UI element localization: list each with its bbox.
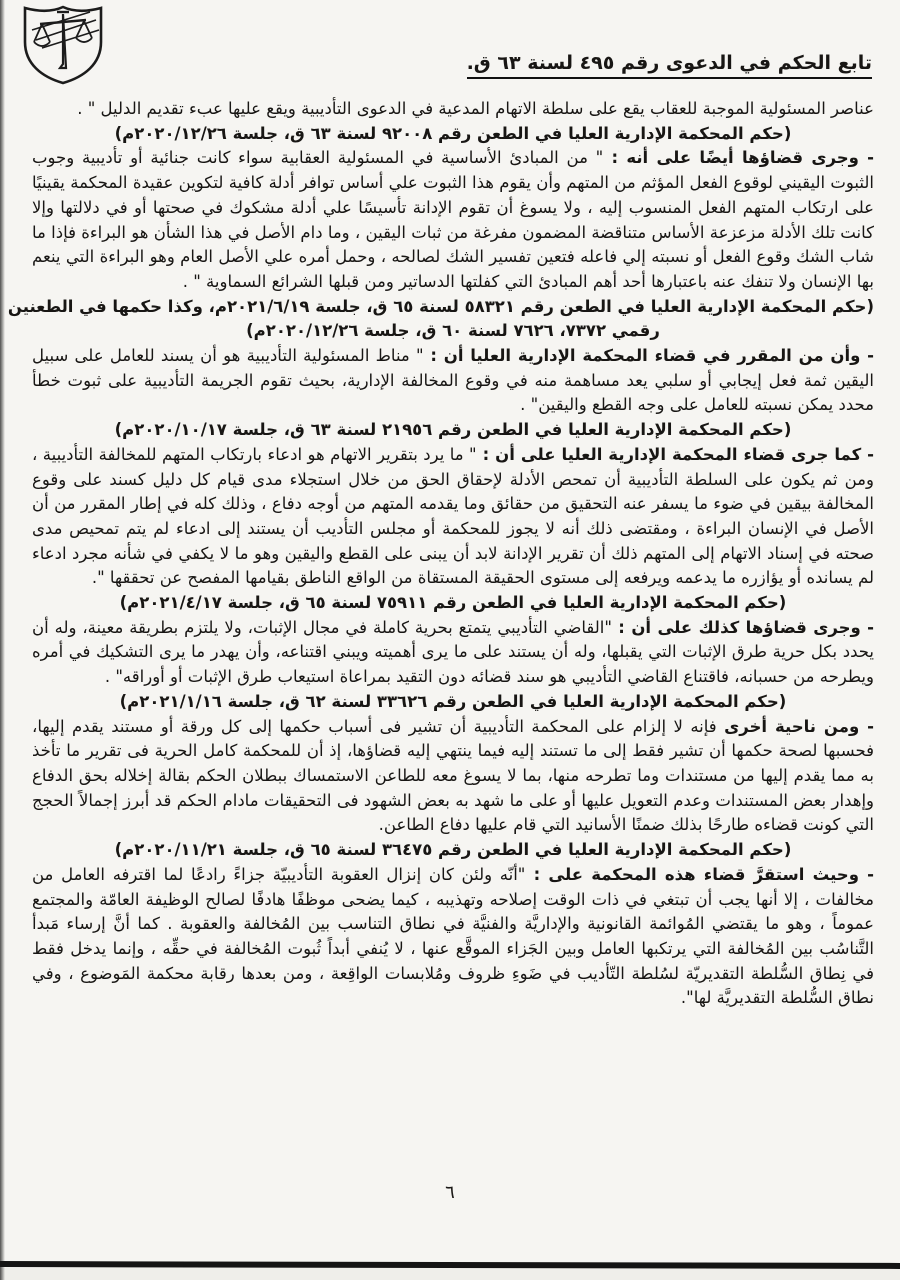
body-paragraph bbox=[32, 863, 874, 1011]
ruling-citation bbox=[32, 122, 874, 147]
ruling-citation bbox=[32, 838, 874, 863]
intro-paragraph bbox=[32, 97, 874, 122]
justice-scales-shield-logo-icon bbox=[20, 4, 106, 86]
paragraph-text: " مناط المسئولية التأديبية هو أن يسند للعامل على سبيل اليقين ثمة فعل إيجابي أو سلبي يعد مساهمة منه في وقوع المخالفة الإدارية، بحيث تقوم الجريمة التأديبية على ثبوت خطأ محدد يمكن نسبته للعامل على وجه القطع واليقين" . bbox=[32, 346, 874, 415]
paragraph-text: " من المبادئ الأساسية في المسئولية العقابية سواء كانت جنائية أو تأديبية وجوب الثبوت اليقيني لوقوع الفعل المؤثم من المتهم وأن يقوم هذا الثبوت علي أساس توافر أدلة كافية لتكوين عقيدة المحكمة يقينيًا على ارتكاب المتهم الفعل المنسوب إليه ، ولا يسوغ أن تقوم الإدانة تأسيسًا علي أدلة مشكوك في صحتها أو في دلالتها وإلا كانت تلك الأدلة مزعزعة الأساس متناقضة المضمون مفرغة من ثبات اليقين ، وما دام الأصل في هذا الشأن هو البراءة فإذا ما شاب الشك وقوع الفعل أو نسبته إلي فاعله فتعين تفسير الشك لصالحه ، وحمل أمره علي الأصل العام وهو البراءة التي ينعم بها الإنسان ولا تنفك عنه باعتبارها أحد أهم المبادئ التي كفلتها الدساتير ومن قبلها الشرائع السماوية " . bbox=[32, 148, 874, 291]
ruling-citation-line: (حكم المحكمة الإدارية العليا في الطعن رقم ٣٦٤٧٥ لسنة ٦٥ ق، جلسة ٢٠٢٠/١١/٢١م) bbox=[114, 840, 792, 860]
body-paragraph bbox=[32, 146, 874, 294]
ruling-citation-line: (حكم المحكمة الإدارية العليا في الطعن رقم ٥٨٣٢١ لسنة ٦٥ ق، جلسة ٢٠٢١/٦/١٩م، وكذا حكمها في الطعنين bbox=[7, 296, 874, 316]
scan-left-edge-shadow bbox=[0, 0, 5, 1280]
ruling-citation-line: (حكم المحكمة الإدارية العليا في الطعن رقم ٩٢٠٠٨ لسنة ٦٣ ق، جلسة ٢٠٢٠/١٢/٢٦م) bbox=[114, 123, 792, 143]
body-paragraph bbox=[32, 715, 874, 839]
ruling-citation-line: (حكم المحكمة الإدارية العليا في الطعن رقم ٢١٩٥٦ لسنة ٦٣ ق، جلسة ٢٠٢٠/١٠/١٧م) bbox=[114, 420, 792, 440]
ruling-citation bbox=[32, 690, 874, 715]
scan-bottom-paper-edge bbox=[0, 1268, 900, 1280]
ruling-citation-line: (حكم المحكمة الإدارية العليا في الطعن رقم ٣٣٦٢٦ لسنة ٦٢ ق، جلسة ٢٠٢١/١/١٦م) bbox=[119, 691, 787, 711]
ruling-citation-line: رقمي ٧٣٧٢، ٧٦٢٦ لسنة ٦٠ ق، جلسة ٢٠٢٠/١٢/٢٦م) bbox=[246, 321, 660, 341]
paragraph-lead: - وجرى قضاؤها أيضًا على أنه : bbox=[603, 148, 874, 168]
body-paragraph bbox=[32, 616, 874, 690]
page-number: ٦ bbox=[445, 1182, 455, 1203]
paragraph-lead: - وجرى قضاؤها كذلك على أن : bbox=[611, 617, 874, 637]
paragraph-text: " ما يرد بتقرير الاتهام هو ادعاء بارتكاب المتهم للمخالفة التأديبية ، ومن ثم يكون على السلطة التأديبية أن تمحص الأدلة لإحقاق الحق من خلال استجلاء مدى قيام كل دليل كسند على وقوع المخالفة بيقين في ضوء ما يسفر عنه التحقيق من حقائق وما يقدمه المتهم من أوجه دفاع ، وذلك كله في إطار المقرر من أن الأصل في الإنسان البراءة ، ومقتضى ذلك أنه لا يجوز للمحكمة أو مجلس التأديب أن يستند إلى ادعاء لم يتم تمحيص مدى صحته في إسناد الاتهام إلى المتهم ذلك أن تقرير الإدانة لابد أن يبنى على القطع واليقين وهو ما لا يكفي في شأنه مجرد ادعاء لم يسانده أو يؤازره ما يدعمه ويرفعه إلى مستوى الحقيقة المستقاة من الواقع الناطق بقيامها المفصح عن تحققها ". bbox=[32, 444, 874, 588]
paragraph-lead: - ومن ناحية أخرى bbox=[724, 716, 874, 736]
ruling-citation-line: (حكم المحكمة الإدارية العليا في الطعن رقم ٧٥٩١١ لسنة ٦٥ ق، جلسة ٢٠٢١/٤/١٧م) bbox=[119, 593, 787, 613]
ruling-citation bbox=[32, 418, 874, 443]
body-paragraph bbox=[32, 443, 874, 591]
ruling-citation bbox=[32, 591, 874, 616]
paragraph-text: "أنّه ولئن كان إنزال العقوبة التأديبيّة جزاءً رادعًا لما اقترفه العامل من مخالفات ، إلا أنها يجب أن تبتغي في ذات الوقت إصلاحه وتهذيبه ، كيما يضحى موظفًا هادفًا لصالح الوظيفة العامّة والمجتمع عموماً ، وهو ما يقتضي المُوائمة القانونية والإداريَّة والفنيَّة في نطاق التناسب بين المُخالفة والعقوبة . كما أنَّ إرساء مَبدأ التَّناسُب بين المُخالفة التي يرتكبها العامل وبين الجَزاء الموقَّع عنها ، لا يُنفي أبداً ثُبوت المُخالفة في حقِّه ، وإنما يدخل فقط في نِطاق السُّلطة التقديريّة لسُلطة التّأديب في ضَوءِ ظروف ومُلابسات الواقِعة ، ومن بعدها رقابة محكمة المَوضوع ، وفي نطاق السُّلطة التقديريَّة لها". bbox=[32, 864, 874, 1008]
paragraph-text: فإنه لا إلزام على المحكمة التأديبية أن تشير فى أسباب حكمها إلى كل ورقة أو مستند يقدم إليها، فحسبها لصحة حكمها أن تشير فقط إلى ما تستند إليه فيما ينتهي إليه قضاؤها، إذ أن للمحكمة كامل الحرية فى تقرير ما تأخذ به مما يقدم إليها من مستندات وما تطرحه منها، بما لا يسوغ معه للطاعن الاستمساك ببطلان الحكم بقالة إخلاله بحق الدفاع وإهدار بعض المستندات وعدم التعويل عليها أو على ما شهد به بعض الشهود فى التحقيقات مادام الحكم قد أبرز إجمالاً الحجج التي كونت قضاءه طارحًا بذلك ضمنًا الأسانيد التي قام عليها دفاع الطاعن. bbox=[32, 716, 874, 835]
page-title: تابع الحكم في الدعوى رقم ٤٩٥ لسنة ٦٣ ق. bbox=[467, 52, 872, 79]
body-paragraph bbox=[32, 344, 874, 418]
ruling-citation bbox=[7, 295, 874, 344]
document-body bbox=[7, 97, 874, 1011]
paragraph-lead: - كما جرى قضاء المحكمة الإدارية العليا على أن : bbox=[476, 444, 874, 464]
paragraph-lead: - وأن من المقرر في قضاء المحكمة الإدارية العليا أن : bbox=[423, 346, 874, 366]
paragraph-lead: - وحيث استقرَّ قضاء هذه المحكمة على : bbox=[525, 864, 874, 884]
paragraph-text: عناصر المسئولية الموجبة للعقاب يقع على سلطة الاتهام المدعية في الدعوى التأديبية ويقع عليها عبء تقديم الدليل " . bbox=[77, 99, 874, 118]
paragraph-text: "القاضي التأديبي يتمتع بحرية كاملة في مجال الإثبات، ولا يلتزم بطريقة معينة، وله أن يحدد بكل حرية طرق الإثبات التي يقبلها، وله أن يستند على ما يرى أهميته ويبني اقتناعه، وأن يهدر ما يرى التشكيك في أمره ويطرحه من حسبانه، فاقتناع القاضي التأديبي هو سند قضائه دون التقيد بمراعاة استيعاب طرق الإثبات أو أوراقه" . bbox=[32, 617, 874, 687]
